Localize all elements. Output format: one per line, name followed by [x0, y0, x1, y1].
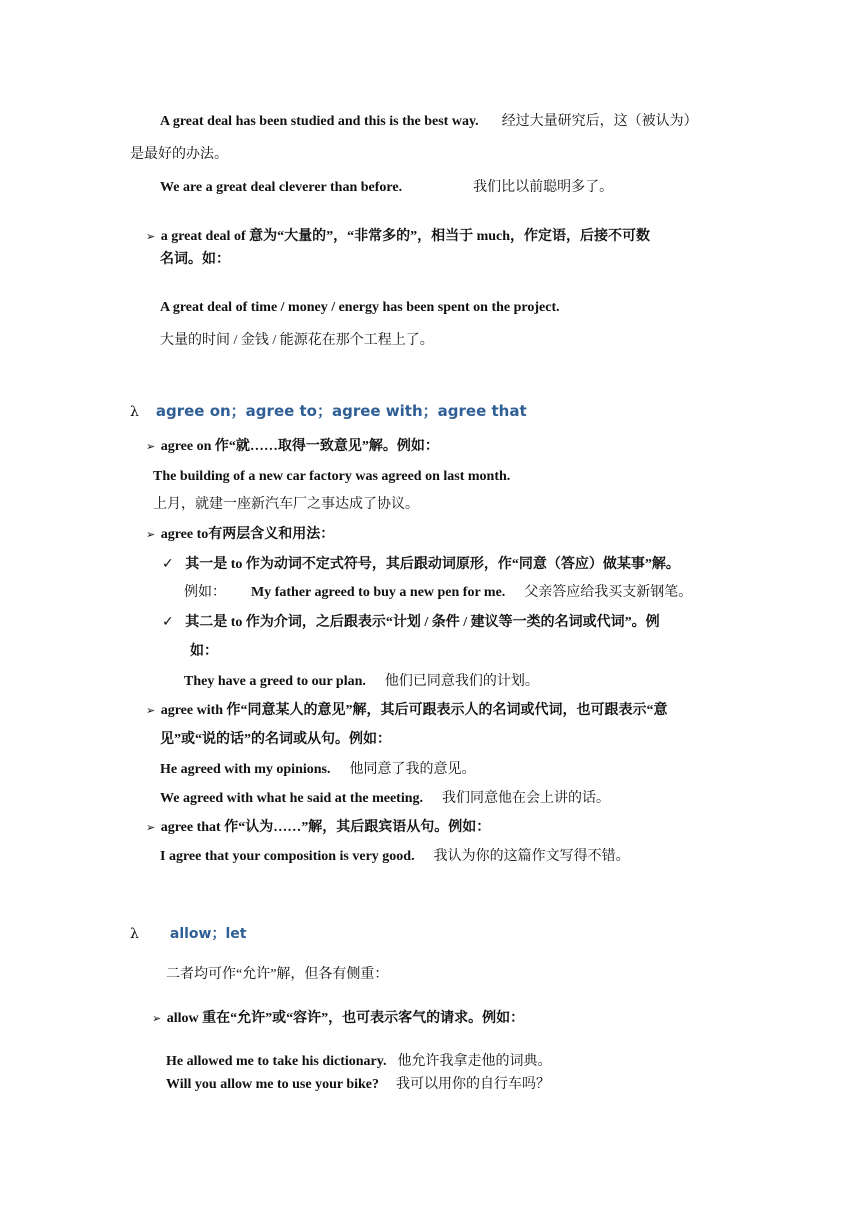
english-sentence: They have a greed to our plan.	[184, 674, 366, 689]
arrow-bullet-icon: ➢	[146, 821, 156, 834]
example-line	[160, 848, 630, 866]
english-sentence: We are a great deal cleverer than before.	[160, 180, 403, 195]
english-sentence: He agreed with my opinions.	[160, 762, 331, 777]
rule-bullet	[152, 1010, 524, 1028]
english-sentence: He allowed me to take his dictionary.	[166, 1054, 387, 1069]
example-line	[166, 1076, 550, 1094]
example-label: 例如：	[184, 585, 226, 600]
chinese-translation: 他同意了我的意见。	[349, 762, 476, 777]
example-line	[184, 673, 539, 691]
rule-text-cont: 如：	[190, 644, 218, 659]
english-sentence: A great deal of time / money / energy has been spent on the project.	[160, 300, 560, 315]
rule-text: 其二是 to 作为介词，之后跟表示“计划 / 条件 / 建议等一类的名词或代词”。例	[185, 615, 660, 630]
example-line	[160, 761, 475, 779]
checkmark-icon: ✓	[162, 556, 174, 572]
lambda-bullet-icon: λ	[130, 404, 139, 420]
paragraph-line	[130, 146, 228, 164]
chinese-translation: 他允许我拿走他的词典。	[397, 1054, 552, 1069]
example-line	[160, 790, 610, 808]
rule-text-cont: 见”或“说的话”的名词或从句。例如：	[160, 732, 391, 747]
section-title: allow；let	[169, 926, 247, 942]
english-sentence: A great deal has been studied and this is the best way.	[160, 114, 479, 129]
sub-rule	[162, 613, 660, 632]
english-sentence: The building of a new car factory was agreed on last month.	[153, 469, 511, 484]
chinese-translation: 父亲答应给我买支新钢笔。	[524, 585, 693, 600]
english-sentence: I agree that your composition is very good.	[160, 849, 415, 864]
chinese-translation: 我可以用你的自行车吗？	[396, 1077, 551, 1092]
chinese-translation: 他们已同意我们的计划。	[384, 674, 539, 689]
arrow-bullet-icon: ➢	[146, 440, 156, 453]
lambda-bullet-icon: λ	[130, 926, 139, 942]
rule-text: 其一是 to 作为动词不定式符号，其后跟动词原形，作“同意（答应）做某事”解。	[185, 557, 680, 572]
chinese-translation: 经过大量研究后，这（被认为）	[501, 114, 698, 129]
rule-text: agree that 作“认为……”解，其后跟宾语从句。例如：	[160, 820, 491, 835]
checkmark-icon: ✓	[162, 614, 174, 630]
sub-rule	[162, 555, 680, 574]
section-title: agree on；agree to；agree with；agree that	[155, 402, 527, 420]
example-line	[166, 1053, 552, 1071]
rule-bullet	[146, 702, 668, 720]
example-line	[184, 584, 692, 602]
arrow-bullet-icon: ➢	[146, 704, 156, 717]
arrow-bullet-icon: ➢	[146, 528, 156, 541]
rule-text: allow 重在“允许”或“容许”，也可表示客气的请求。例如：	[166, 1011, 525, 1026]
rule-text: a great deal of 意为“大量的”，“非常多的”，相当于 much，作定语，后接不可数	[160, 229, 651, 244]
rule-text-cont: 名词。如：	[160, 252, 230, 267]
paragraph-line	[160, 113, 698, 131]
chinese-translation: 我认为你的这篇作文写得不错。	[433, 849, 630, 864]
english-sentence: Will you allow me to use your bike?	[166, 1077, 380, 1092]
english-sentence: My father agreed to buy a new pen for me.	[251, 585, 506, 600]
rule-text: agree on 作“就……取得一致意见”解。例如：	[160, 439, 439, 454]
arrow-bullet-icon: ➢	[146, 230, 156, 243]
section-heading	[130, 925, 246, 944]
arrow-bullet-icon: ➢	[152, 1012, 162, 1025]
paragraph-line	[160, 179, 613, 197]
rule-text: agree with 作“同意某人的意见”解，其后可跟表示人的名词或代词，也可跟表示“意	[160, 703, 668, 718]
rule-bullet	[146, 438, 439, 456]
section-heading	[130, 402, 527, 422]
rule-bullet	[146, 228, 650, 246]
english-sentence: We agreed with what he said at the meeting.	[160, 791, 423, 806]
chinese-translation: 大量的时间 / 金钱 / 能源花在那个工程上了。	[160, 333, 434, 348]
chinese-translation: 是最好的办法。	[130, 147, 228, 162]
rule-bullet	[146, 526, 334, 544]
rule-text: agree to有两层含义和用法：	[160, 527, 335, 542]
chinese-translation: 我们同意他在会上讲的话。	[442, 791, 610, 806]
chinese-intro: 二者均可作“允许”解，但各有侧重：	[166, 967, 389, 982]
chinese-translation: 我们比以前聪明多了。	[473, 180, 614, 195]
rule-bullet	[146, 819, 490, 837]
chinese-translation: 上月，就建一座新汽车厂之事达成了协议。	[153, 497, 419, 512]
